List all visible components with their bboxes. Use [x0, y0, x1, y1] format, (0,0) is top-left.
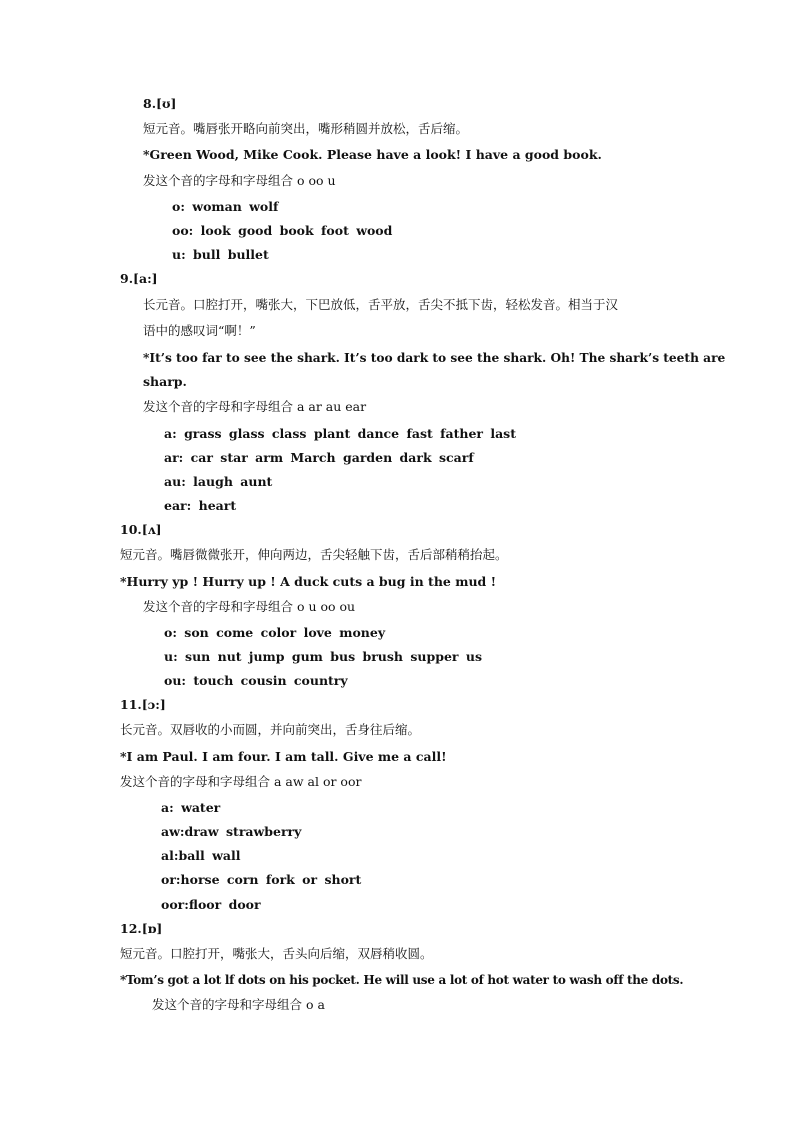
section-9-description-cont: 语中的感叹词“啊！” [143, 323, 256, 338]
section-9-example-cont: sharp. [143, 374, 187, 389]
section-11-spelling-row: or:horse corn fork or short [161, 872, 362, 887]
section-11-heading: 11.[ɔ:] [120, 697, 166, 712]
section-8-letter-intro: 发这个音的字母和字母组合 o oo u [143, 173, 336, 188]
section-9-spelling-row: ar: car star arm March garden dark scarf [164, 450, 474, 465]
section-9-spelling-row: au: laugh aunt [164, 474, 273, 489]
section-9-spelling-row: ear: heart [164, 498, 237, 513]
section-11-spelling-row: aw:draw strawberry [161, 824, 302, 839]
section-8-spelling-row: u: bull bullet [172, 247, 269, 262]
section-10-letter-intro: 发这个音的字母和字母组合 o u oo ou [143, 599, 356, 614]
section-11-spelling-row: oor:floor door [161, 897, 261, 912]
section-11-description: 长元音。双唇收的小而圆，并向前突出，舌身往后缩。 [120, 722, 421, 737]
section-10-heading: 10.[ʌ] [120, 522, 162, 537]
section-12-heading: 12.[ɒ] [120, 921, 163, 936]
section-8-spelling-row: oo: look good book foot wood [172, 223, 393, 238]
section-11-example: *I am Paul. I am four. I am tall. Give me a call! [120, 749, 447, 764]
section-12-letter-intro: 发这个音的字母和字母组合 o a [152, 997, 325, 1012]
section-9-spelling-row: a: grass glass class plant dance fast father last [164, 426, 516, 441]
section-11-spelling-row: a: water [161, 800, 221, 815]
section-9-example: *It’s too far to see the shark. It’s too dark to see the shark. Oh! The shark’s teeth are [143, 351, 726, 365]
section-9-description: 长元音。口腔打开，嘴张大，下巴放低，舌平放，舌尖不抵下齿，轻松发音。相当于汉 [143, 297, 619, 312]
section-10-example: *Hurry yp ! Hurry up ! A duck cuts a bug in the mud ! [120, 574, 497, 589]
section-9-heading: 9.[a:] [120, 271, 158, 286]
section-8-example: *Green Wood, Mike Cook. Please have a look! I have a good book. [143, 147, 602, 162]
section-11-spelling-row: al:ball wall [161, 848, 241, 863]
section-12-example: *Tom’s got a lot lf dots on his pocket. He will use a lot of hot water to wash off the dots. [120, 973, 684, 987]
section-10-spelling-row: o: son come color love money [164, 625, 386, 640]
section-9-letter-intro: 发这个音的字母和字母组合 a ar au ear [143, 399, 367, 414]
section-8-description: 短元音。嘴唇张开略向前突出，嘴形稍圆并放松，舌后缩。 [143, 121, 469, 136]
section-8-spelling-row: o: woman wolf [172, 199, 279, 214]
section-8-heading: 8.[ʊ] [143, 96, 177, 111]
section-10-description: 短元音。嘴唇微微张开，伸向两边，舌尖轻触下齿，舌后部稍稍抬起。 [120, 547, 508, 562]
section-10-spelling-row: u: sun nut jump gum bus brush supper us [164, 649, 482, 664]
section-11-letter-intro: 发这个音的字母和字母组合 a aw al or oor [120, 774, 362, 789]
section-10-spelling-row: ou: touch cousin country [164, 673, 348, 688]
section-12-description: 短元音。口腔打开，嘴张大，舌头向后缩，双唇稍收圆。 [120, 946, 433, 961]
